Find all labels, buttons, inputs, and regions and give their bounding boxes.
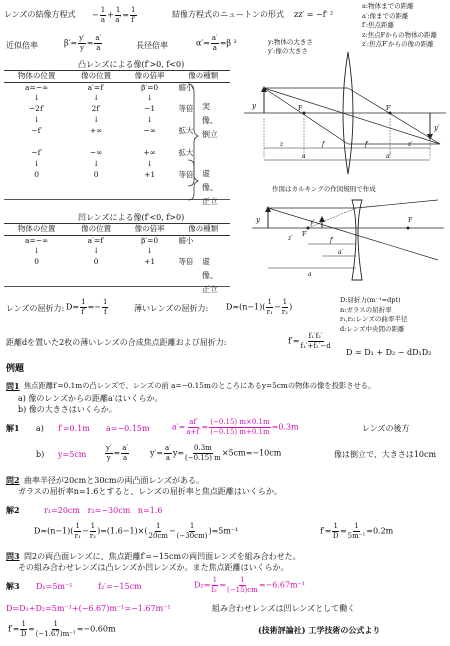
header-legend: a:物体までの距離 a′:像までの距離 f′:焦点距離 z:焦点Fからの物体の距離 z′:焦点F′からの像の距離 [362,2,438,48]
s3-result: 組み合わせレンズは凹レンズとして働く [212,604,356,613]
s1-given-a: a=−0.15m [106,424,150,433]
s1-tag: 解1 [6,423,20,433]
s1-a-label: a) [36,424,44,433]
svg-text:f′: f′ [365,141,369,148]
convex-table-title: 凸レンズによる像(f′>0, f<0) [78,60,185,69]
s1-calc: a′= $\frac{af'}{a+f'}$ = $\frac{(-0.15) m\times 0.1m}{(-0.15) m+0.1m}$ =0.3m [172,418,299,436]
convex-lens-diagram [240,48,448,180]
q3-tag: 問3 [6,551,20,561]
convex-table: 物体の位置 像の位置 像の倍率 像の種類 a=−∞ a′=f′ β′=0 縮小 ↓ ↓ ↓ −2f′ 2f′ −1 等倍 ↓ ↓ ↓ −f′ +∞ −∞ 拡大 −f′ −∞ +∞ 拡大 ↓ ↓ ↓ 0 0 +1 等倍 [4,70,230,181]
s3-given1: D₁=5m⁻¹ [36,582,73,591]
svg-text:z′: z′ [408,141,413,148]
s1-b-label: b) [36,450,45,459]
svg-text:z′: z′ [288,235,293,242]
examples-heading: 例題 [6,364,25,374]
svg-text:a′: a′ [338,249,343,256]
q3-text: 問2の両凸面レンズに、焦点距離f′=−15cmの両凹面レンズを組み合わせた。 [24,552,301,561]
thin-power-formula: D=(n−1)( $\frac{1}{\text{r₁}}$ − $\frac{1}{\text{r₂}}$ ) [226,298,293,316]
s2-given: r₁=20cm r₂=−30cm n=1.6 [44,506,163,515]
q1-b: b) 像の大きさはいくらか。 [18,405,117,414]
s3-calc2: D=D₁+D₂=5m⁻¹+(−6.67)m⁻¹=−1.67m⁻¹ [6,604,171,613]
svg-text:f′: f′ [330,237,334,244]
convex-real-type: 実像、倒立 [202,102,218,139]
svg-text:F′: F′ [302,231,308,238]
svg-text:F: F [408,217,413,224]
combo-label: 距離dを置いた2枚の薄いレンズの合成焦点距離および屈折力: [6,338,227,347]
svg-text:F′: F′ [386,105,392,112]
concave-lens-diagram [248,198,448,286]
lens-formula: − $\frac{1}{a}$ + $\frac{1}{a'}$ = $\frac{1}{f'}$ [92,6,136,24]
svg-text:z: z [280,141,284,148]
svg-text:a: a [308,271,312,278]
svg-text:a′: a′ [386,153,391,160]
svg-text:f: f [322,141,325,148]
svg-text:a: a [302,153,306,160]
convex-braces [186,82,200,212]
combo-f-formula: f′= $\frac{\text{f₁′f₂′}}{\text{f₁′+f₂′−d}}$ [288,332,331,350]
q1-tag: 問1 [6,381,20,391]
lens-power-formula: D= $\frac{1}{f'}$ =− $\frac{1}{f}$ [66,298,108,316]
s2-tag: 解2 [6,505,20,515]
s2-calc2: f′= $\frac{1}{D}$ = $\frac{1}{\text{5m⁻¹}}$ =0.2m [320,522,394,540]
long-mag-formula: α′= $\frac{a'}{a}$ =β ² [196,34,237,52]
mag-formula: β′= $\frac{y'}{y}$ = $\frac{a'}{a}$ [64,34,102,52]
source-credit: (技術評論社) 工学技術の公式より [258,625,381,635]
s1-given-f: f′=0.1m [58,424,90,433]
newton-formula: zz′ = −f′ ² [294,10,334,19]
s1-result2: 像は倒立で、大きさは10cm [334,450,437,459]
concave-table: 物体の位置 像の位置 像の倍率 像の種類 a=−∞ a′=f′ β′=0 縮小 ↓ ↓ ↓ 0 0 +1 等倍 [4,223,230,268]
concave-table-title: 凹レンズによる像(f′<0, f>0) [78,213,185,222]
s1-given-y: y=5cm [58,450,87,459]
q1-text: 焦点距離f′=0.1mの凸レンズで、レンズの前 a=−0.15mのところにあるy=5cmの物体の像を投影させる。 [24,381,376,390]
s2-calc: D=(n−1)( $\frac{1}{\text{r₁}}$ − $\frac{1}{\text{r₂}}$ )=(1.6−1)×( $\frac{1}{20cm}$ − $\frac{1}{(-30cm)}$ )=5m⁻¹ [34,522,239,540]
lens-power-label: レンズの屈折力: [6,304,65,313]
size-notes: y:物体の大きさ y′:像の大きさ [268,38,313,55]
q2-text: 曲率半径が20cmと30cmの両凸面レンズがある。 [24,476,205,485]
s3-calc1: D₂= $\frac{1}{\text{f₂′}}$ = $\frac{1}{(-15)cm}$ =−6.67m⁻¹ [194,576,306,594]
s3-tag: 解3 [6,581,20,591]
thin-power-label: 薄いレンズの屈折力: [134,304,209,313]
svg-text:y: y [256,216,260,224]
s1-eq1: $\frac{y'}{y}$ = $\frac{a'}{a}$ [106,444,129,462]
svg-text:y′: y′ [310,219,315,226]
q2-text2: ガラスの屈折率n=1.6とすると、レンズの屈折率と焦点距離はいくらか。 [18,487,282,496]
combo-d-formula: D = D₁ + D₂ − dD₁D₂ [346,348,432,357]
newton-form-label: 結像方程式のニュートンの形式 [172,10,284,19]
mag-label: 近似倍率 [6,41,38,50]
svg-text:y: y [252,102,256,110]
figure-note: 作図はカルキングの作図規則で作成 [272,185,376,193]
long-mag-label: 長径倍率 [136,41,168,50]
s3-calc3: f′= $\frac{1}{D}$ = $\frac{1}{\text{(−1.67)m⁻¹}}$ =−0.60m [8,620,116,638]
s1-calc2: y′= $\frac{a'}{a}$ y= $\frac{0.3m}{(-0.15) m}$ ×5cm=−10cm [150,444,282,462]
svg-text:F: F [298,105,303,112]
convex-virtual-type: 虚像、正立 [202,169,218,206]
s3-given2: f₂′=−15cm [98,582,142,591]
q3-text2: その組み合わせレンズは凸レンズか凹レンズか。また焦点距離はいくらか。 [18,563,289,572]
concave-type: 虚像、正立 [202,257,218,294]
q2-tag: 問2 [6,475,20,485]
svg-text:y′: y′ [434,124,440,132]
q1-a: a) 像のレンズからの距離a′はいくらか。 [18,394,163,403]
lens-formula-label: レンズの結像方程式 [4,10,76,19]
power-legend: D:屈折力(m⁻¹=dpt) n:ガラスの屈折率 r₁,r₂:レンズの曲率半径 d:レンズ中央間の距離 [340,296,408,333]
s1-result: レンズの後方 [362,424,410,433]
